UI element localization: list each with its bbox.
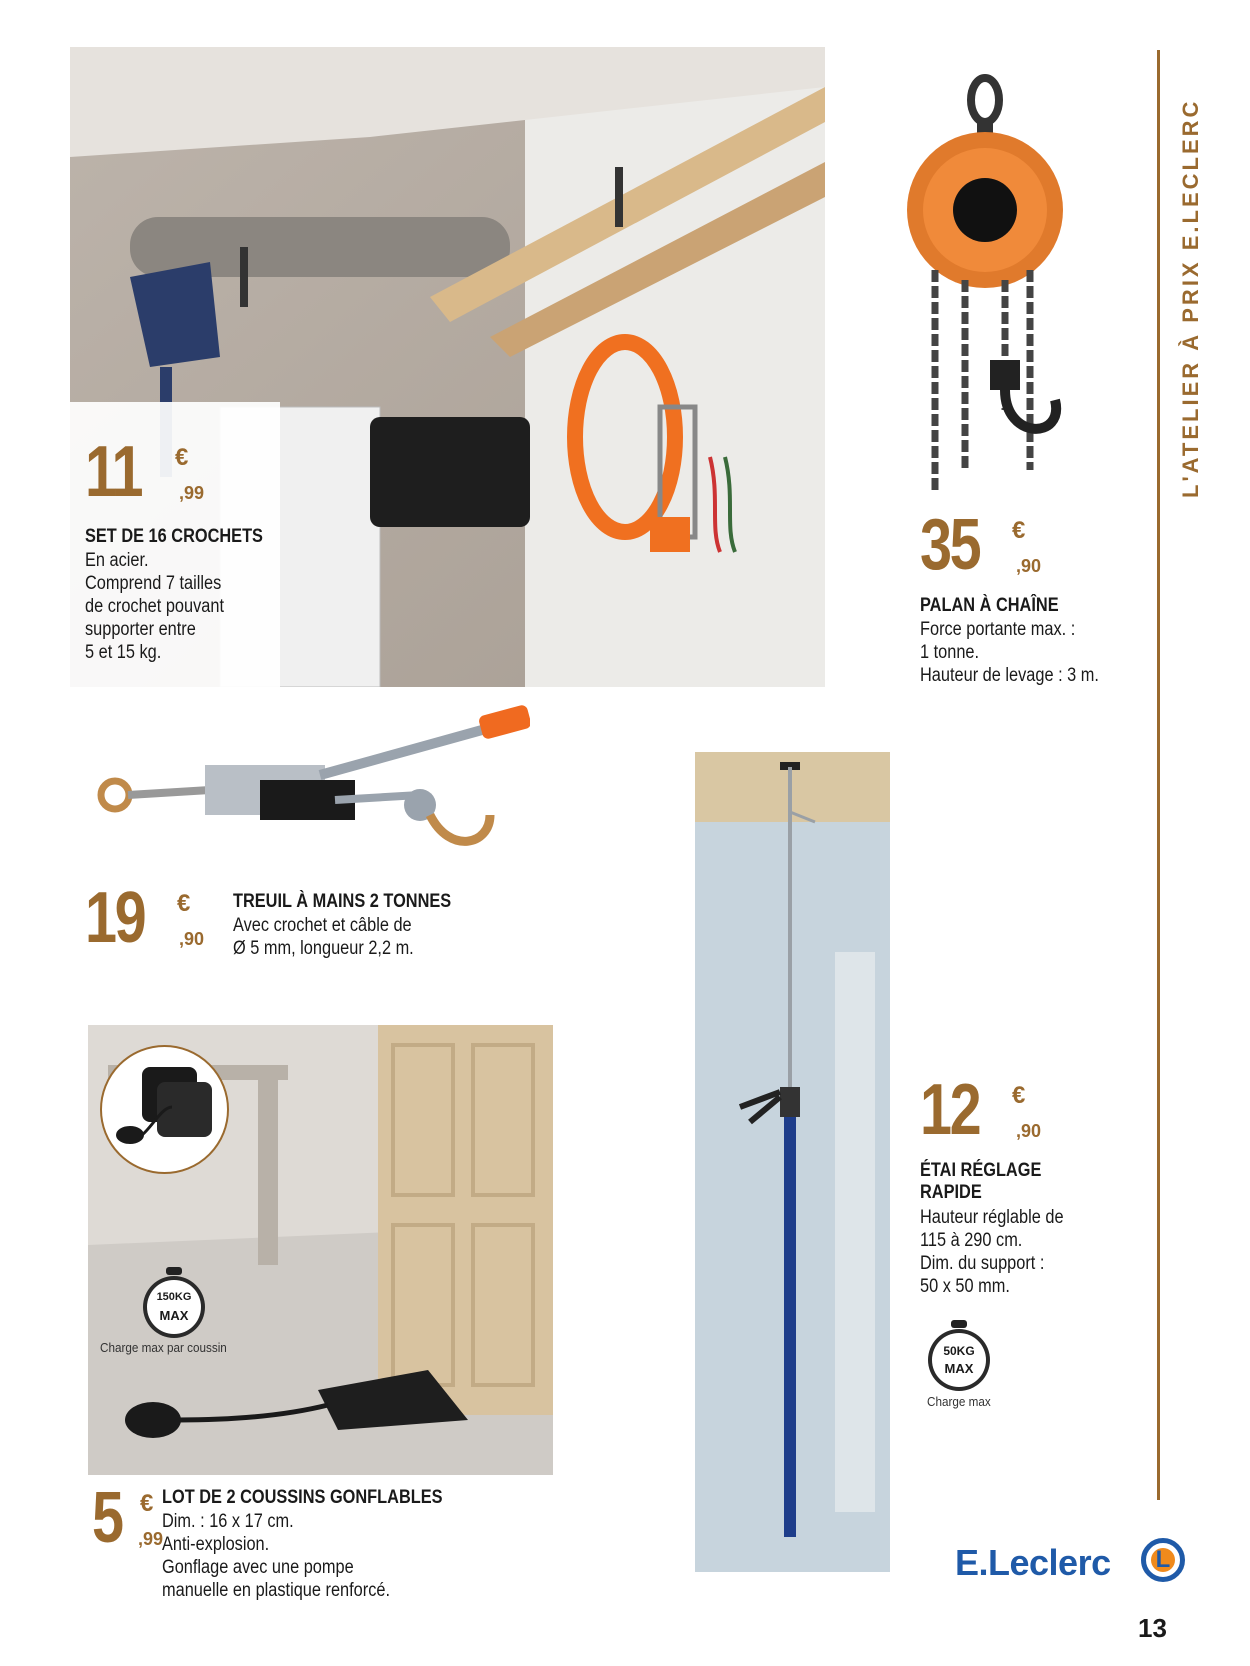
vertical-section-title: L'ATELIER À PRIX E.LECLERC: [1178, 98, 1203, 498]
prop-badge-max: MAX: [944, 1361, 974, 1376]
cushions-weight-badge: [140, 1265, 208, 1339]
cushions-desc-line-1: Dim. : 16 x 17 cm.: [162, 1511, 294, 1532]
cushions-photo: [88, 1025, 553, 1475]
cushions-price-integer: 5: [92, 1478, 122, 1558]
prop-desc-line-4: 50 x 50 mm.: [920, 1276, 1010, 1297]
prop-photo: [695, 752, 890, 1572]
winch-price-euro: €: [177, 890, 191, 917]
hooks-price-cents: ,99: [179, 483, 205, 503]
prop-desc-line-2: 115 à 290 cm.: [920, 1230, 1023, 1251]
hoist-desc-line-2: 1 tonne.: [920, 642, 980, 663]
hoist-price-euro: €: [1012, 517, 1026, 544]
cushions-desc-line-2: Anti-explosion.: [162, 1534, 270, 1555]
prop-badge-weight: 50KG: [943, 1344, 975, 1358]
prop-price: [920, 1070, 1060, 1150]
hoist-title: PALAN À CHAÎNE: [920, 595, 1059, 616]
hoist-price-cents: ,90: [1016, 556, 1042, 576]
prop-title-line-1: ÉTAI RÉGLAGE: [920, 1160, 1042, 1181]
hoist-price-integer: 35: [920, 505, 980, 585]
cushions-badge-weight: 150KG: [156, 1291, 192, 1303]
cushions-desc-line-3: Gonflage avec une pompe: [162, 1557, 354, 1578]
cushions-price-euro: €: [140, 1490, 154, 1517]
hooks-desc-line-1: En acier.: [85, 550, 149, 571]
winch-title: TREUIL À MAINS 2 TONNES: [233, 891, 452, 912]
winch-image: [90, 705, 530, 865]
hooks-price: [85, 432, 225, 512]
winch-price: [85, 878, 225, 958]
prop-desc-line-3: Dim. du support :: [920, 1253, 1045, 1274]
hooks-desc-line-4: supporter entre: [85, 619, 196, 640]
brand-logo: [955, 1538, 1195, 1588]
prop-badge-caption: Charge max: [927, 1394, 991, 1409]
hoist-price: [920, 505, 1060, 585]
winch-price-cents: ,90: [179, 929, 205, 949]
prop-price-integer: 12: [920, 1070, 980, 1150]
cushions-badge-caption: Charge max par coussin: [100, 1340, 227, 1355]
hooks-price-integer: 11: [85, 432, 142, 512]
hooks-title: SET DE 16 CROCHETS: [85, 526, 263, 547]
prop-price-cents: ,90: [1016, 1121, 1042, 1141]
prop-desc-line-1: Hauteur réglable de: [920, 1207, 1064, 1228]
hooks-price-euro: €: [175, 444, 189, 471]
cushions-price-cents: ,99: [138, 1529, 164, 1549]
cushions-title: LOT DE 2 COUSSINS GONFLABLES: [162, 1487, 443, 1508]
page-number: 13: [1138, 1613, 1167, 1643]
hoist-desc-line-3: Hauteur de levage : 3 m.: [920, 665, 1099, 686]
cushions-inset-image: [100, 1045, 229, 1174]
prop-weight-badge: [925, 1318, 993, 1392]
cushions-desc-line-4: manuelle en plastique renforcé.: [162, 1580, 390, 1601]
brand-name: E.Leclerc: [955, 1542, 1111, 1583]
prop-price-euro: €: [1012, 1082, 1026, 1109]
prop-title-line-2: RAPIDE: [920, 1182, 982, 1203]
hooks-desc-line-3: de crochet pouvant: [85, 596, 224, 617]
winch-desc-line-2: Ø 5 mm, longueur 2,2 m.: [233, 938, 414, 959]
leclerc-logo-icon: [1141, 1538, 1185, 1582]
cushions-badge-max: MAX: [159, 1308, 189, 1323]
hoist-desc-line-1: Force portante max. :: [920, 619, 1076, 640]
vertical-divider: [1157, 50, 1160, 1500]
winch-desc-line-1: Avec crochet et câble de: [233, 915, 412, 936]
winch-price-integer: 19: [85, 878, 145, 958]
hooks-desc-line-5: 5 et 15 kg.: [85, 642, 162, 663]
logo-letter: L: [1155, 1546, 1171, 1573]
chain-hoist-image: [895, 70, 1065, 500]
hooks-desc-line-2: Comprend 7 tailles: [85, 573, 222, 594]
